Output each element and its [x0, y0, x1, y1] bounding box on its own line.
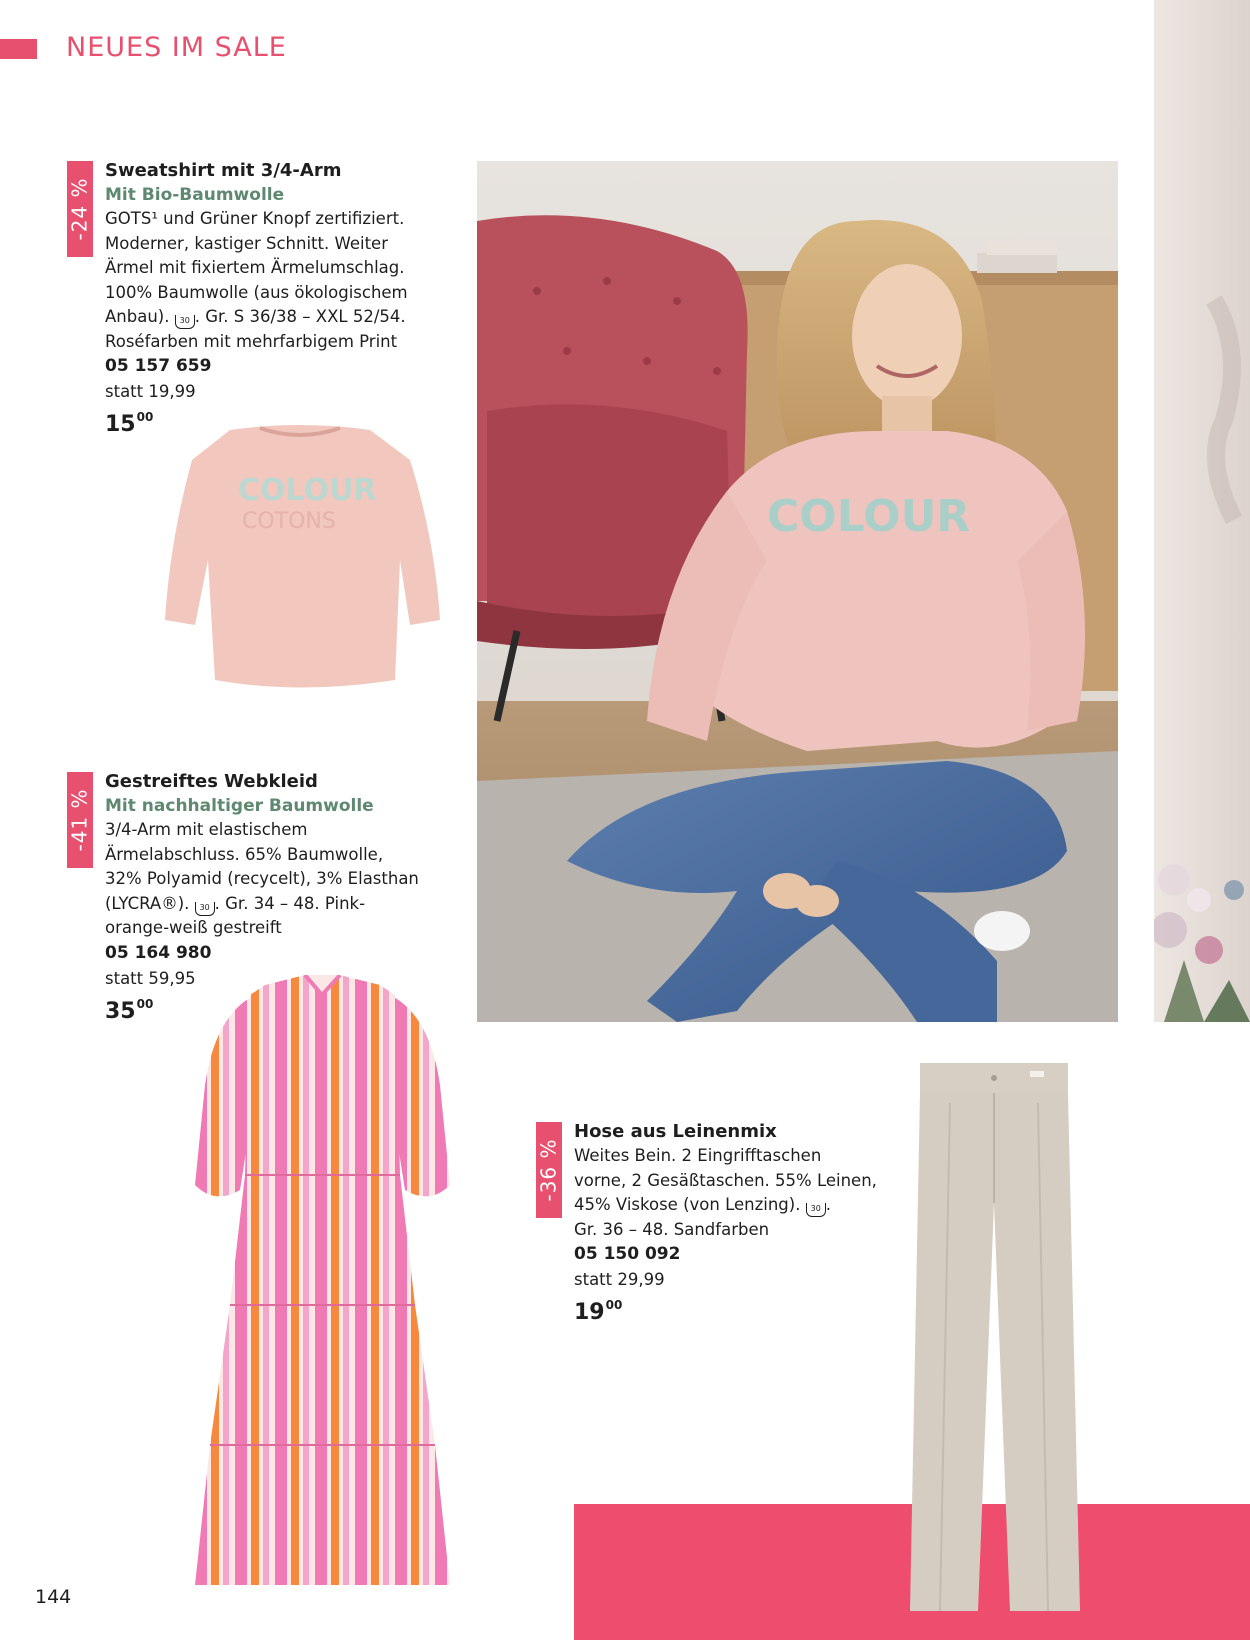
product-description: GOTS¹ und Grüner Knopf zertifiziert. Moderner, kastiger Schnitt. Weiter Ärmel mit fixiertem Ärmelumschlag. 100% Baumwolle (aus ökologischem Anbau). 30 . Gr. S 36/38 – XXL 52/54. Roséfarben mit mehrfarbigem Print	[105, 209, 408, 351]
shirt-print-text: COLOUR	[767, 491, 971, 542]
discount-label: -24 %	[68, 177, 92, 241]
product-description: 3/4-Arm mit elastischem Ärmelabschluss. 65% Baumwolle, 32% Polyamid (recycelt), 3% Elasthan (LYCRA®). 30 . Gr. 34 – 48. Pink- orange-weiß gestreift	[105, 820, 419, 937]
article-number: 05 157 659	[105, 356, 212, 376]
trousers-product-image	[910, 1063, 1080, 1611]
product-info-hose	[574, 1120, 914, 1325]
lifestyle-photo	[477, 161, 1118, 1022]
discount-label: -36 %	[537, 1138, 561, 1202]
dress-product-image	[195, 975, 450, 1585]
sweatshirt-product-image	[160, 420, 442, 700]
product-description: Weites Bein. 2 Eingrifftaschen vorne, 2 Gesäßtaschen. 55% Leinen, 45% Viskose (von Lenzing). 30 . Gr. 36 – 48. Sandfarben	[574, 1146, 877, 1239]
price: $15^{00}$	[105, 410, 154, 437]
article-number: 05 150 092	[574, 1244, 681, 1264]
washing-care-icon: 30	[195, 902, 215, 916]
page-number: 144	[35, 1586, 72, 1608]
washing-care-icon: 30	[806, 1203, 826, 1217]
product-subtitle: Mit nachhaltiger Baumwolle	[105, 796, 374, 816]
old-price: statt 29,99	[574, 1270, 665, 1289]
product-name: Gestreiftes Webkleid	[105, 771, 318, 792]
product-subtitle: Mit Bio-Baumwolle	[105, 185, 285, 205]
product-info-sweatshirt	[105, 159, 445, 437]
header-accent-bar	[0, 39, 37, 59]
shirt-print-text: COLOUR	[238, 473, 377, 508]
discount-label: -41 %	[68, 788, 92, 852]
product-name: Sweatshirt mit 3/4-Arm	[105, 160, 342, 181]
product-name: Hose aus Leinenmix	[574, 1121, 777, 1142]
price: $19^{00}$	[574, 1298, 623, 1325]
page-title: NEUES IM SALE	[66, 32, 287, 63]
article-number: 05 164 980	[105, 942, 212, 963]
discount-tag	[67, 161, 93, 257]
discount-tag	[536, 1122, 562, 1218]
old-price: statt 19,99	[105, 382, 196, 401]
discount-tag	[67, 772, 93, 868]
price: $35^{00}$	[105, 996, 154, 1024]
shirt-print-text-2: COTONS	[242, 509, 336, 534]
side-photo	[1154, 0, 1250, 1022]
old-price: statt 59,95	[105, 968, 196, 988]
washing-care-icon: 30	[175, 315, 195, 329]
